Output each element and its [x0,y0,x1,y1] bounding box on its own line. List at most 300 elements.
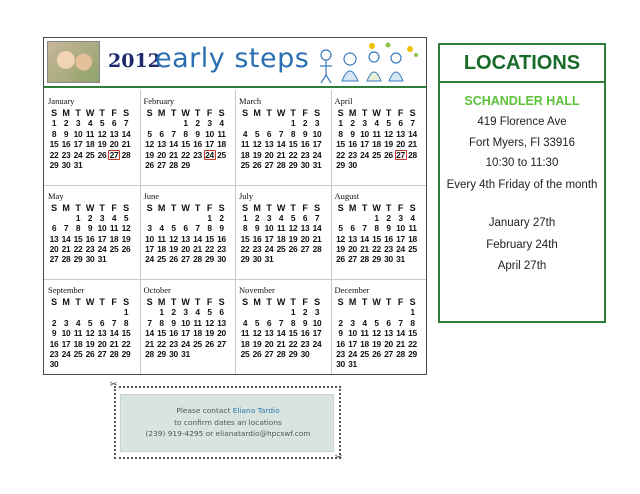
weekday-header: S [51,202,57,213]
day-cell [359,359,371,369]
day-cell [335,213,347,223]
day-cell: 27 [264,159,274,170]
weekday-header: F [111,202,117,213]
day-cell: 30 [336,359,345,370]
day-cell: 28 [276,348,286,359]
day-cell: 6 [51,223,57,234]
day-cell: 6 [183,223,188,234]
day-cell [263,118,275,128]
day-cell: 3 [75,118,81,129]
day-cell: 8 [242,223,248,234]
day-cell: 26 [252,348,262,359]
day-cell: 29 [121,348,131,359]
month-december [331,279,425,373]
day-cell [156,118,168,128]
day-cell: 6 [99,317,105,328]
weekday-header: W [276,202,286,213]
day-cell [395,160,407,170]
day-cell: 13 [217,317,226,328]
day-cell: 23 [384,244,393,255]
day-cell [144,213,156,223]
weekday-header: T [266,297,272,307]
weekday-header: M [62,108,70,118]
day-cell [108,307,120,317]
day-cell [48,213,60,223]
day-cell: 19 [121,233,131,244]
day-cell: 21 [145,338,154,349]
day-cell: 17 [360,139,369,150]
weekday-header: S [409,108,416,118]
day-cell [60,359,72,369]
day-cell: 30 [384,254,393,265]
day-cell: 1 [410,307,415,318]
day-cell: 31 [396,254,405,265]
day-cell: 24 [205,149,214,160]
day-cell: 11 [85,128,95,139]
month-name: October [143,285,171,295]
day-cell [395,359,407,369]
day-cell: 1 [51,118,57,129]
day-cell [371,160,383,170]
day-cell: 27 [348,254,357,265]
day-cell: 31 [264,254,274,265]
day-cell: 27 [49,254,59,265]
day-cell: 30 [300,348,310,359]
day-cell [383,307,395,317]
brand-logo [155,43,309,74]
day-cell: 27 [157,159,166,170]
day-cell: 25 [109,244,119,255]
weekday-header: S [218,108,225,118]
weekday-header: S [123,297,129,307]
day-cell: 7 [314,212,320,223]
day-cell [204,349,216,359]
day-grid [239,297,327,359]
day-cell: 9 [302,128,308,139]
day-grid [48,108,136,170]
day-cell: 20 [109,139,119,150]
day-cell: 26 [85,348,95,359]
day-cell [263,307,275,317]
day-cell: 28 [276,159,286,170]
day-cell: 7 [410,118,415,129]
day-cell: 16 [384,233,393,244]
month-june [140,185,234,279]
day-cell: 18 [193,328,202,339]
contact-prefix: Please contact [176,406,233,415]
weekday-header: S [314,108,320,118]
day-cell: 15 [49,139,59,150]
day-grid [48,297,136,370]
day-cell: 20 [348,244,357,255]
day-cell: 14 [360,233,369,244]
weekday-header: T [361,297,368,307]
day-cell: 16 [193,139,202,150]
day-cell: 29 [157,348,166,359]
day-cell: 14 [169,139,178,150]
day-cell: 23 [300,338,310,349]
weekday-header: W [181,202,190,213]
weekday-header: T [194,108,201,118]
weekday-header: T [75,202,81,213]
day-cell: 3 [207,118,212,129]
day-cell: 11 [73,328,83,339]
month-name: April [334,96,353,106]
day-cell: 2 [350,118,355,129]
weekday-header: S [51,297,57,307]
day-cell: 13 [300,223,310,234]
day-cell: 6 [266,317,272,328]
day-cell: 9 [350,128,355,139]
day-cell: 9 [338,328,343,339]
day-cell: 27 [396,149,405,160]
day-cell: 8 [207,223,212,234]
day-cell: 8 [75,223,81,234]
day-cell: 6 [302,212,308,223]
month-name: May [48,190,64,201]
day-cell: 30 [300,159,310,170]
day-cell: 8 [123,317,129,328]
day-cell: 20 [181,244,190,255]
day-cell: 24 [312,338,322,349]
weekday-header: S [314,202,320,213]
day-cell [383,160,395,170]
day-cell: 21 [61,244,71,255]
day-cell: 10 [396,223,405,234]
weekday-header: W [181,108,190,118]
day-cell: 27 [217,338,226,349]
month-october [140,279,234,373]
day-cell: 29 [408,348,417,359]
day-cell: 18 [217,139,226,150]
day-cell: 9 [195,128,200,139]
day-cell: 19 [288,233,298,244]
day-cell: 27 [384,348,393,359]
locations-card [438,43,606,323]
day-grid [144,108,232,170]
day-cell: 14 [396,328,405,339]
day-cell [311,349,323,359]
month-april [331,90,425,184]
day-cell [108,254,120,264]
day-grid [239,203,327,265]
day-cell: 26 [97,149,107,160]
day-cell: 24 [348,348,357,359]
day-cell: 10 [312,128,322,139]
day-cell: 12 [97,128,107,139]
months-grid [44,90,426,374]
weekday-header: M [253,297,261,307]
day-cell: 17 [181,328,190,339]
day-cell: 6 [386,317,391,328]
day-cell: 29 [73,254,83,265]
day-cell: 28 [360,254,369,265]
weekday-header: M [157,108,166,118]
day-cell: 16 [300,328,310,339]
weekday-header: S [242,297,248,307]
day-cell: 15 [73,233,83,244]
day-cell: 12 [288,223,298,234]
day-cell: 10 [97,223,107,234]
weekday-header: S [51,108,57,118]
day-cell: 21 [169,149,178,160]
day-cell: 31 [97,254,107,265]
day-cell: 15 [205,233,214,244]
day-cell: 8 [410,317,415,328]
month-november [235,279,329,373]
day-cell: 14 [408,128,417,139]
day-cell: 11 [360,328,369,339]
weekday-header: F [111,108,117,118]
day-cell: 12 [205,317,214,328]
day-cell [144,118,156,128]
day-cell: 16 [85,233,95,244]
day-cell [192,349,204,359]
month-january [44,90,138,184]
day-cell: 30 [49,359,59,370]
day-cell: 2 [51,317,57,328]
day-cell: 12 [145,139,154,150]
day-cell: 11 [217,128,226,139]
day-cell: 15 [288,328,298,339]
day-cell: 20 [384,338,393,349]
month-name: February [143,96,175,106]
day-cell: 25 [240,159,250,170]
day-cell: 1 [123,307,129,318]
day-cell: 29 [336,159,345,170]
day-cell: 24 [181,338,190,349]
day-cell: 20 [396,139,405,150]
banner [44,38,426,88]
day-cell: 7 [123,118,129,129]
weekday-header: T [385,202,392,213]
day-cell: 17 [312,139,322,150]
venue-name: SCHANDLER HALL [464,94,580,108]
day-cell [96,160,108,170]
calendar-card [43,37,427,375]
day-cell: 9 [63,128,69,139]
day-cell: 24 [264,244,274,255]
day-cell: 18 [276,233,286,244]
day-cell: 13 [384,328,393,339]
day-cell: 28 [145,348,154,359]
day-cell: 23 [336,348,345,359]
day-cell: 6 [219,307,224,318]
day-cell [359,213,371,223]
day-cell: 22 [288,149,298,160]
day-cell [311,254,323,264]
day-cell: 16 [300,139,310,150]
day-cell: 2 [171,307,176,318]
day-cell: 16 [49,338,59,349]
day-cell: 11 [372,128,381,139]
day-cell [347,307,359,317]
day-cell: 22 [73,244,83,255]
day-cell: 9 [302,317,308,328]
day-cell: 22 [181,149,190,160]
month-name: January [48,96,75,106]
day-cell: 31 [312,159,322,170]
day-cell: 18 [85,139,95,150]
day-cell: 5 [338,223,343,234]
day-cell: 28 [169,159,178,170]
weekday-header: S [146,108,153,118]
day-cell [395,307,407,317]
weekday-header: M [157,202,166,213]
day-cell: 3 [398,212,403,223]
contact-line-3: (239) 919-4295 or elianatardio@hpcswf.com [145,429,311,438]
day-cell: 19 [205,328,214,339]
day-cell: 6 [398,118,403,129]
weekday-header: S [337,297,344,307]
month-name: August [334,190,360,201]
day-cell: 18 [360,338,369,349]
day-cell: 29 [288,348,298,359]
day-cell: 11 [157,233,166,244]
day-cell: 5 [123,212,129,223]
day-cell: 27 [97,348,107,359]
weekday-header: T [170,297,177,307]
day-cell: 19 [145,149,154,160]
day-cell [120,160,132,170]
weekday-header: F [397,297,404,307]
brand-steps: steps [234,43,310,74]
day-cell: 20 [157,149,166,160]
day-cell: 4 [75,317,81,328]
weekday-header: M [62,202,70,213]
day-cell: 12 [252,328,262,339]
day-cell [168,213,180,223]
day-cell: 14 [121,128,131,139]
session-time: 10:30 to 11:30 [485,157,559,169]
month-name: November [239,285,275,295]
day-cell: 2 [302,307,308,318]
weekday-header: S [218,202,225,213]
day-cell: 22 [372,244,381,255]
weekday-header: M [348,297,357,307]
day-cell: 26 [121,244,131,255]
month-february [140,90,234,184]
day-cell: 1 [338,118,343,129]
weekday-header: W [372,297,381,307]
day-cell: 16 [61,139,71,150]
day-cell: 5 [171,223,176,234]
day-cell: 15 [408,328,417,339]
day-cell: 25 [157,254,166,265]
day-cell: 14 [276,328,286,339]
day-cell: 9 [51,328,57,339]
weekday-header: M [253,202,261,213]
day-cell: 24 [73,149,83,160]
day-cell [359,307,371,317]
weekday-header: W [276,297,286,307]
day-cell: 2 [302,118,308,129]
day-cell: 31 [181,348,190,359]
weekday-header: S [146,202,153,213]
weekday-header: S [218,297,225,307]
day-cell: 21 [109,338,119,349]
day-cell: 26 [205,338,214,349]
day-grid [239,108,327,170]
day-cell [287,254,299,264]
locations-title: LOCATIONS [440,45,604,83]
day-cell: 17 [205,139,214,150]
day-cell: 13 [97,328,107,339]
day-cell: 2 [254,212,260,223]
day-cell: 6 [350,223,355,234]
day-cell: 8 [290,317,296,328]
day-cell: 4 [242,128,248,139]
day-cell: 2 [386,212,391,223]
day-cell: 27 [109,149,119,160]
day-cell: 28 [109,348,119,359]
day-cell: 14 [145,328,154,339]
day-cell: 4 [410,212,415,223]
day-cell: 21 [276,338,286,349]
day-cell: 16 [217,233,226,244]
day-cell: 10 [264,223,274,234]
day-cell: 17 [145,244,154,255]
month-may [44,185,138,279]
address-line-2: Fort Myers, Fl 33916 [468,137,576,149]
month-name: September [48,285,85,295]
day-cell: 18 [240,149,250,160]
day-cell: 18 [73,338,83,349]
day-cell: 15 [288,139,298,150]
weekday-header: F [206,202,213,213]
day-grid [335,108,423,170]
day-cell [335,307,347,317]
day-cell: 6 [266,128,272,139]
weekday-header: T [99,108,105,118]
day-cell: 19 [252,149,262,160]
weekday-header: T [170,108,177,118]
day-cell: 21 [121,139,131,150]
day-cell: 21 [396,338,405,349]
day-cell: 12 [252,139,262,150]
day-cell: 1 [75,212,81,223]
day-cell [359,160,371,170]
day-cell: 21 [193,244,202,255]
day-cell: 21 [408,139,417,150]
day-cell: 23 [169,338,178,349]
weekday-header: S [242,108,248,118]
day-cell: 23 [300,149,310,160]
day-cell: 31 [348,359,357,370]
day-cell: 2 [338,317,343,328]
weekday-header: F [206,297,213,307]
day-cell: 4 [374,118,379,129]
day-cell: 25 [408,244,417,255]
day-cell: 5 [207,307,212,318]
day-cell: 3 [362,118,367,129]
day-cell [96,359,108,369]
day-cell [108,359,120,369]
day-cell: 23 [85,244,95,255]
day-cell: 13 [109,128,119,139]
day-cell: 25 [372,149,381,160]
day-cell: 30 [348,159,357,170]
day-cell: 9 [254,223,260,234]
day-cell: 23 [193,149,202,160]
day-cell: 23 [49,348,59,359]
day-cell [192,160,204,170]
day-cell [144,307,156,317]
day-cell: 28 [408,149,417,160]
day-cell: 13 [49,233,59,244]
day-cell: 7 [362,223,367,234]
month-name: July [239,190,254,201]
